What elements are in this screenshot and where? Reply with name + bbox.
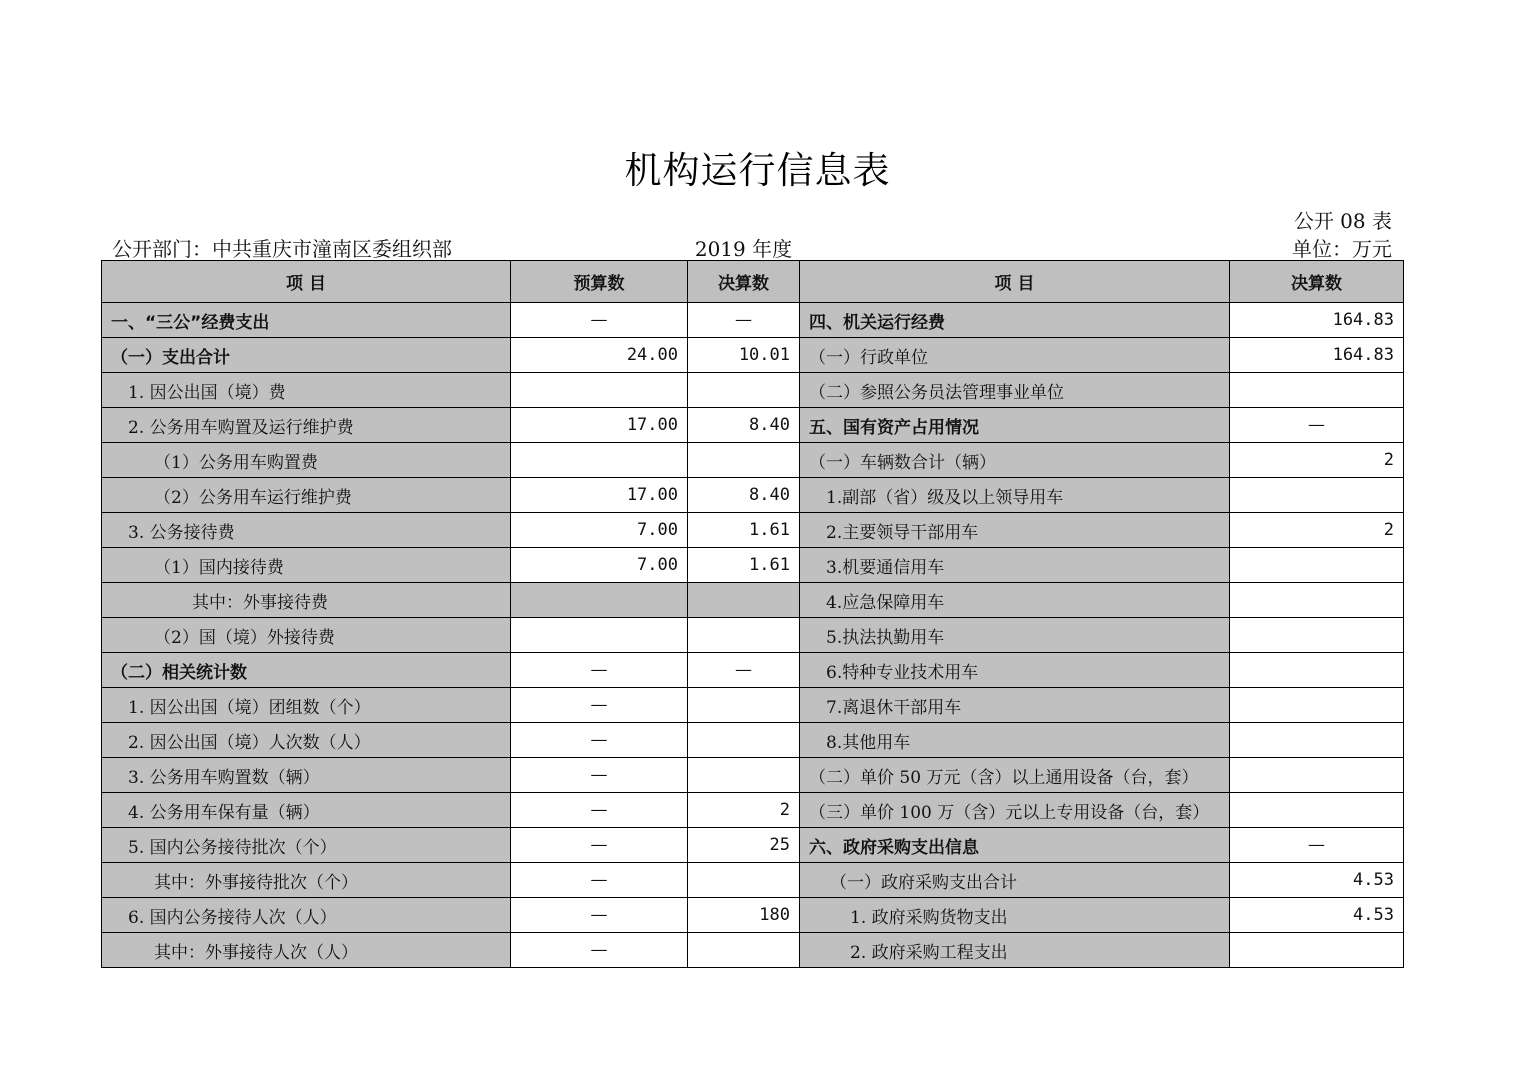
left-item: （1）公务用车购置费 bbox=[102, 443, 511, 478]
right-value bbox=[1230, 758, 1404, 793]
table-header-row bbox=[102, 261, 1404, 303]
left-item: 一、“三公”经费支出 bbox=[102, 303, 511, 338]
right-item: 1.副部（省）级及以上领导用车 bbox=[800, 478, 1230, 513]
table-row bbox=[102, 828, 1404, 863]
budget-cell: — bbox=[511, 898, 688, 933]
right-item: 四、机关运行经费 bbox=[800, 303, 1230, 338]
budget-cell: 7.00 bbox=[511, 513, 688, 548]
budget-cell: — bbox=[511, 303, 688, 338]
final-cell bbox=[688, 443, 800, 478]
table-row bbox=[102, 408, 1404, 443]
right-value: 4.53 bbox=[1230, 898, 1404, 933]
table-row bbox=[102, 758, 1404, 793]
final-cell bbox=[688, 758, 800, 793]
budget-cell bbox=[511, 443, 688, 478]
final-cell bbox=[688, 863, 800, 898]
left-item: 4. 公务用车保有量（辆） bbox=[102, 793, 511, 828]
right-value: 2 bbox=[1230, 443, 1404, 478]
final-cell: 25 bbox=[688, 828, 800, 863]
right-value bbox=[1230, 373, 1404, 408]
table-row bbox=[102, 478, 1404, 513]
budget-cell: 17.00 bbox=[511, 478, 688, 513]
table-row bbox=[102, 793, 1404, 828]
left-item: 其中：外事接待人次（人） bbox=[102, 933, 511, 968]
left-item: 5. 国内公务接待批次（个） bbox=[102, 828, 511, 863]
final-cell: — bbox=[688, 303, 800, 338]
fiscal-year: 2019 年度 bbox=[694, 237, 793, 261]
right-item: （一）政府采购支出合计 bbox=[800, 863, 1230, 898]
form-number: 公开 08 表 bbox=[1293, 209, 1392, 233]
final-cell: 8.40 bbox=[688, 408, 800, 443]
table-row bbox=[102, 863, 1404, 898]
budget-cell: — bbox=[511, 688, 688, 723]
table-row bbox=[102, 898, 1404, 933]
budget-cell: — bbox=[511, 933, 688, 968]
table-row bbox=[102, 548, 1404, 583]
table-row bbox=[102, 653, 1404, 688]
right-item: （一）车辆数合计（辆） bbox=[800, 443, 1230, 478]
left-item: 3. 公务用车购置数（辆） bbox=[102, 758, 511, 793]
final-cell: 180 bbox=[688, 898, 800, 933]
table-row bbox=[102, 513, 1404, 548]
budget-cell: — bbox=[511, 793, 688, 828]
table-row bbox=[102, 303, 1404, 338]
budget-cell: — bbox=[511, 863, 688, 898]
final-cell bbox=[688, 688, 800, 723]
left-item: 1. 因公出国（境）费 bbox=[102, 373, 511, 408]
table-row bbox=[102, 688, 1404, 723]
right-item: （二）参照公务员法管理事业单位 bbox=[800, 373, 1230, 408]
right-item: 3.机要通信用车 bbox=[800, 548, 1230, 583]
table-row bbox=[102, 338, 1404, 373]
left-item: （2）国（境）外接待费 bbox=[102, 618, 511, 653]
table-row bbox=[102, 583, 1404, 618]
budget-cell: 17.00 bbox=[511, 408, 688, 443]
right-value bbox=[1230, 688, 1404, 723]
budget-cell bbox=[511, 618, 688, 653]
unit-label: 单位：万元 bbox=[1292, 237, 1392, 261]
budget-cell: — bbox=[511, 828, 688, 863]
left-item: （一）支出合计 bbox=[102, 338, 511, 373]
budget-cell: — bbox=[511, 653, 688, 688]
right-value bbox=[1230, 723, 1404, 758]
budget-cell bbox=[511, 583, 688, 618]
right-value bbox=[1230, 933, 1404, 968]
right-item: 1. 政府采购货物支出 bbox=[800, 898, 1230, 933]
left-item: （2）公务用车运行维护费 bbox=[102, 478, 511, 513]
right-item: 8.其他用车 bbox=[800, 723, 1230, 758]
right-value bbox=[1230, 548, 1404, 583]
final-cell: 2 bbox=[688, 793, 800, 828]
table-row bbox=[102, 618, 1404, 653]
final-cell bbox=[688, 583, 800, 618]
right-item: 六、政府采购支出信息 bbox=[800, 828, 1230, 863]
final-cell bbox=[688, 723, 800, 758]
final-cell bbox=[688, 618, 800, 653]
left-item: 3. 公务接待费 bbox=[102, 513, 511, 548]
right-item: 5.执法执勤用车 bbox=[800, 618, 1230, 653]
col-header-item: 项 目 bbox=[102, 261, 511, 303]
right-value bbox=[1230, 583, 1404, 618]
budget-cell: — bbox=[511, 758, 688, 793]
page-title: 机构运行信息表 bbox=[624, 149, 891, 192]
col-header-item-right: 项 目 bbox=[800, 261, 1230, 303]
left-item: 其中：外事接待费 bbox=[102, 583, 511, 618]
right-item: 2.主要领导干部用车 bbox=[800, 513, 1230, 548]
left-item: （二）相关统计数 bbox=[102, 653, 511, 688]
budget-cell bbox=[511, 373, 688, 408]
right-value: 4.53 bbox=[1230, 863, 1404, 898]
left-item: 6. 国内公务接待人次（人） bbox=[102, 898, 511, 933]
final-cell bbox=[688, 933, 800, 968]
right-value: 2 bbox=[1230, 513, 1404, 548]
left-item: （1）国内接待费 bbox=[102, 548, 511, 583]
col-header-final-right: 决算数 bbox=[1230, 261, 1404, 303]
right-value: — bbox=[1230, 408, 1404, 443]
right-item: 7.离退休干部用车 bbox=[800, 688, 1230, 723]
final-cell: 10.01 bbox=[688, 338, 800, 373]
right-value bbox=[1230, 618, 1404, 653]
left-item: 2. 公务用车购置及运行维护费 bbox=[102, 408, 511, 443]
right-item: 4.应急保障用车 bbox=[800, 583, 1230, 618]
col-header-final: 决算数 bbox=[688, 261, 800, 303]
table-row bbox=[102, 933, 1404, 968]
right-item: 2. 政府采购工程支出 bbox=[800, 933, 1230, 968]
right-value: 164.83 bbox=[1230, 303, 1404, 338]
left-item: 1. 因公出国（境）团组数（个） bbox=[102, 688, 511, 723]
final-cell: — bbox=[688, 653, 800, 688]
final-cell: 8.40 bbox=[688, 478, 800, 513]
right-item: （三）单价 100 万（含）元以上专用设备（台，套） bbox=[800, 793, 1230, 828]
info-table bbox=[101, 260, 1404, 968]
right-value bbox=[1230, 478, 1404, 513]
right-value bbox=[1230, 653, 1404, 688]
budget-cell: 7.00 bbox=[511, 548, 688, 583]
col-header-budget: 预算数 bbox=[511, 261, 688, 303]
left-item: 2. 因公出国（境）人次数（人） bbox=[102, 723, 511, 758]
left-item: 其中：外事接待批次（个） bbox=[102, 863, 511, 898]
right-item: （二）单价 50 万元（含）以上通用设备（台，套） bbox=[800, 758, 1230, 793]
final-cell bbox=[688, 373, 800, 408]
final-cell: 1.61 bbox=[688, 548, 800, 583]
table-row bbox=[102, 443, 1404, 478]
table-row bbox=[102, 723, 1404, 758]
right-value: — bbox=[1230, 828, 1404, 863]
right-value: 164.83 bbox=[1230, 338, 1404, 373]
right-item: （一）行政单位 bbox=[800, 338, 1230, 373]
right-item: 6.特种专业技术用车 bbox=[800, 653, 1230, 688]
department-label: 公开部门：中共重庆市潼南区委组织部 bbox=[112, 237, 452, 261]
table-row bbox=[102, 373, 1404, 408]
final-cell: 1.61 bbox=[688, 513, 800, 548]
right-item: 五、国有资产占用情况 bbox=[800, 408, 1230, 443]
budget-cell: — bbox=[511, 723, 688, 758]
right-value bbox=[1230, 793, 1404, 828]
budget-cell: 24.00 bbox=[511, 338, 688, 373]
